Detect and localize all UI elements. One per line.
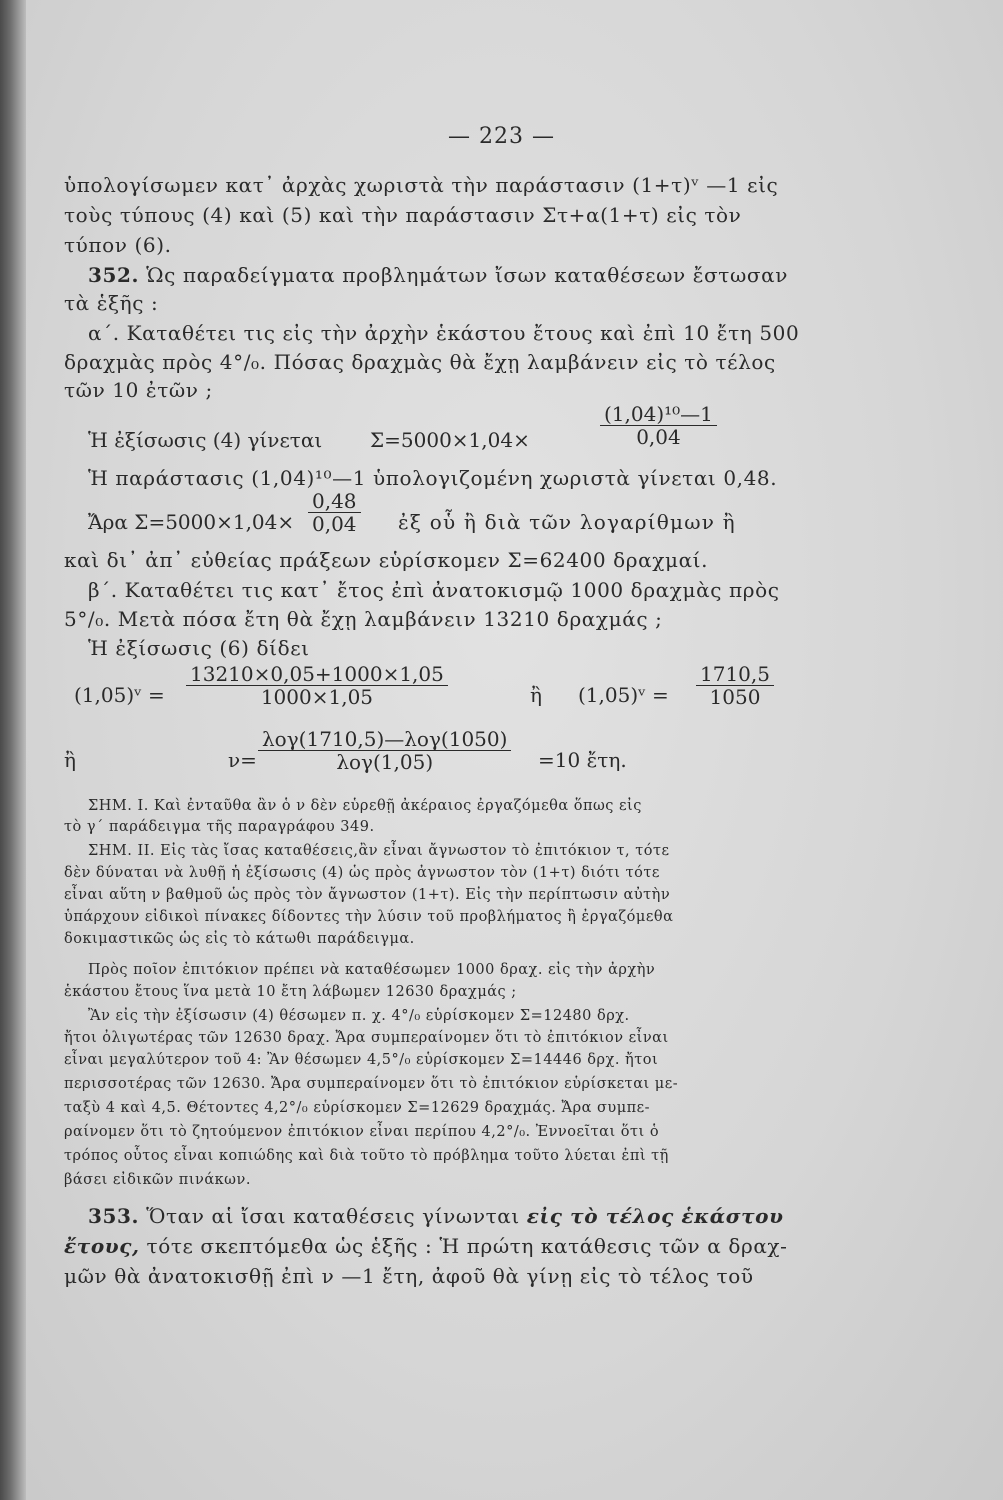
example-b-line-1: β΄. Καταθέτει τις κατ᾽ ἔτος ἐπὶ ἀνατοκισμῷ 1000 δραχμὰς πρὸς: [88, 578, 780, 602]
example-b-line-2: 5°/₀. Μετὰ πόσα ἔτη θὰ ἔχῃ λαμβάνειν 13210 δραχμάς ;: [64, 607, 663, 631]
intro-line-3: τύπον (6).: [64, 233, 172, 257]
eq-ara-fraction: [308, 490, 361, 535]
section-352-line-2: τὰ ἑξῆς :: [64, 291, 159, 315]
note-2-line-14: τρόπος οὗτος εἶναι κοπιώδης καὶ διὰ τοῦτο τὸ πρόβλημα τοῦτο λύεται ἐπὶ τῇ: [64, 1148, 669, 1164]
section-353-number: 353.: [88, 1204, 140, 1228]
intro-line-2: τοὺς τύπους (4) καὶ (5) καὶ τὴν παράστασιν Στ+α(1+τ) εἰς τὸν: [64, 203, 742, 227]
eq-ara-denominator: 0,04: [312, 512, 357, 536]
example-b-line-3: Ἡ ἐξίσωσις (6) δίδει: [88, 636, 310, 660]
eq2b-fraction: [696, 663, 774, 708]
section-352-number: 352.: [88, 263, 140, 287]
eq1-intro: Ἡ ἐξίσωσις (4) γίνεται: [88, 428, 323, 452]
page-binding-edge: [0, 0, 26, 1500]
eq-ara-continuation: ἐξ οὗ ἢ διὰ τῶν λογαρίθμων ἢ: [398, 510, 736, 534]
note-2-line-15: βάσει εἰδικῶν πινάκων.: [64, 1172, 251, 1188]
page-number: — 223 —: [448, 124, 555, 149]
section-352-heading: [88, 263, 788, 287]
eq2-fraction: [186, 663, 448, 708]
eq1-fraction: [600, 403, 717, 448]
eq2-denominator: 1000×1,05: [260, 685, 374, 709]
note-2-line-5: δοκιμαστικῶς ὡς εἰς τὸ κάτωθι παράδειγμα.: [64, 931, 415, 947]
note-2-line-2: δὲν δύναται νὰ λυθῇ ἡ ἐξίσωσις (4) ὡς πρὸς ἀγνωστον τὸν (1+τ) διότι τότε: [64, 865, 660, 881]
eq2-or: ἢ: [530, 683, 542, 707]
eq2b-lhs: (1,05)ᵛ =: [578, 683, 669, 707]
eq1-lhs: Σ=5000×1,04×: [370, 428, 530, 452]
example-a-line-2: δραχμὰς πρὸς 4°/₀. Πόσας δραχμὰς θὰ ἔχῃ λαμβάνειν εἰς τὸ τέλος: [64, 350, 776, 374]
section-353-line-3: μῶν θὰ ἀνατοκισθῇ ἐπὶ ν —1 ἔτη, ἀφοῦ θὰ γίνῃ εἰς τὸ τέλος τοῦ: [64, 1264, 754, 1288]
note-2-line-9: ἤτοι ὀλιγωτέρας τῶν 12630 δραχ. Ἄρα συμπεραίνομεν ὅτι τὸ ἐπιτόκιον εἶναι: [64, 1030, 669, 1046]
section-353-text-1a: Ὅταν αἱ ἴσαι καταθέσεις γίνωνται: [146, 1204, 520, 1228]
note-2-line-6: Πρὸς ποῖον ἐπιτόκιον πρέπει νὰ καταθέσωμεν 1000 δραχ. εἰς τὴν ἀρχὴν: [88, 962, 656, 978]
paragraph-expression-line: Ἡ παράστασις (1,04)¹⁰—1 ὑπολογιζομένη χωριστὰ γίνεται 0,48.: [88, 466, 778, 490]
note-2-line-13: ραίνομεν ὅτι τὸ ζητούμενον ἐπιτόκιον εἶναι περίπου 4,2°/₀. Ἐννοεῖται ὅτι ὁ: [64, 1124, 660, 1140]
eq2-numerator: 13210×0,05+1000×1,05: [186, 663, 448, 686]
eq3-rhs: =10 ἔτη.: [538, 748, 627, 772]
example-a-line-3: τῶν 10 ἐτῶν ;: [64, 378, 213, 402]
note-2-line-12: ταξὺ 4 καὶ 4,5. Θέτοντες 4,2°/₀ εὑρίσκομεν Σ=12629 δραχμάς. Ἄρα συμπε-: [64, 1100, 651, 1116]
eq2-lhs: (1,05)ᵛ =: [74, 683, 165, 707]
intro-line-1: ὑπολογίσωμεν κατ᾽ ἀρχὰς χωριστὰ τὴν παράστασιν (1+τ)ᵛ —1 εἰς: [64, 173, 779, 197]
eq2b-denominator: 1050: [709, 685, 761, 709]
eq3-or: ἢ: [64, 748, 76, 772]
example-a-line-1: α΄. Καταθέτει τις εἰς τὴν ἀρχὴν ἑκάστου ἔτους καὶ ἐπὶ 10 ἔτη 500: [88, 321, 800, 345]
eq-ara-lhs: Ἄρα Σ=5000×1,04×: [88, 510, 295, 534]
result-line: καὶ δι᾽ ἀπ᾽ εὐθείας πράξεων εὑρίσκομεν Σ=62400 δραχμαί.: [64, 548, 709, 572]
note-2-line-11: περισσοτέρας τῶν 12630. Ἄρα συμπεραίνομεν ὅτι τὸ ἐπιτόκιον εὑρίσκεται με-: [64, 1076, 679, 1092]
note-2-line-3: εἶναι αὕτη ν βαθμοῦ ὡς πρὸς τὸν ἄγνωστον (1+τ). Εἰς τὴν περίπτωσιν αὐτὴν: [64, 887, 671, 903]
note-2-line-10: εἶναι μεγαλύτερον τοῦ 4: Ἂν θέσωμεν 4,5°/₀ εὑρίσκομεν Σ=14446 δρχ. ἤτοι: [64, 1052, 659, 1068]
note-2-line-8: Ἂν εἰς τὴν ἐξίσωσιν (4) θέσωμεν π. χ. 4°/₀ εὑρίσκομεν Σ=12480 δρχ.: [88, 1008, 630, 1024]
section-353-line-1: [88, 1204, 784, 1228]
section-353-text-1b-emphasis: εἰς τὸ τέλος ἑκάστου: [526, 1204, 784, 1228]
note-1-line-1: ΣΗΜ. Ι. Καὶ ἐνταῦθα ἂν ὁ ν δὲν εὑρεθῇ ἀκέραιος ἐργαζόμεθα ὅπως εἰς: [88, 798, 642, 814]
section-353-text-2a-emphasis: ἔτους,: [64, 1234, 140, 1258]
eq-ara-numerator: 0,48: [308, 490, 361, 513]
note-1-line-2: τὸ γ΄ παράδειγμα τῆς παραγράφου 349.: [64, 819, 375, 835]
section-353-text-2b: τότε σκεπτόμεθα ὡς ἑξῆς : Ἡ πρώτη κατάθεσις τῶν α δραχ-: [146, 1234, 788, 1258]
eq3-denominator: λογ(1,05): [336, 750, 434, 774]
eq1-numerator: (1,04)¹⁰—1: [600, 403, 717, 426]
eq3-fraction: [258, 728, 511, 773]
eq3-numerator: λογ(1710,5)—λογ(1050): [258, 728, 511, 751]
section-353-line-2: [64, 1234, 788, 1258]
note-2-line-7: ἑκάστου ἔτους ἵνα μετὰ 10 ἔτη λάβωμεν 12630 δραχμάς ;: [64, 984, 517, 1000]
eq1-denominator: 0,04: [636, 425, 681, 449]
note-2-line-1: ΣΗΜ. ΙΙ. Εἰς τὰς ἴσας καταθέσεις,ἂν εἶναι ἄγνωστον τὸ ἐπιτόκιον τ, τότε: [88, 843, 670, 859]
note-2-line-4: ὑπάρχουν εἰδικοὶ πίνακες δίδοντες τὴν λύσιν τοῦ προβλήματος ἢ ἐργαζόμεθα: [64, 909, 674, 925]
section-352-text: Ὡς παραδείγματα προβλημάτων ἴσων καταθέσεων ἔστωσαν: [146, 263, 788, 287]
eq3-lhs: ν=: [228, 748, 257, 772]
eq2b-numerator: 1710,5: [696, 663, 774, 686]
